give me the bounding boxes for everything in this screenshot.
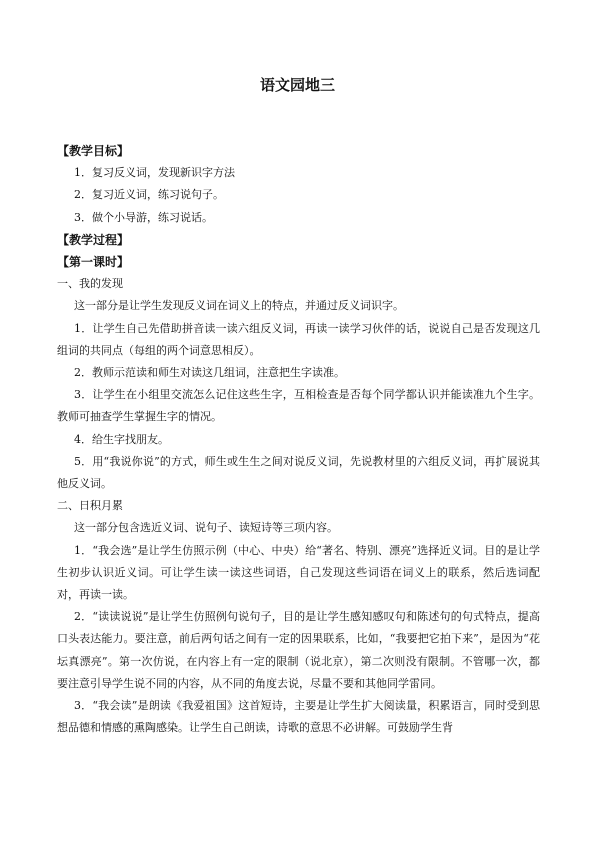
goals-heading: 【教学目标】 [57, 144, 130, 158]
process-heading: 【教学过程】 [57, 232, 130, 247]
section2-paragraph: 3．“我会读”是朗读《我爱祖国》这首短诗，主要是让学生扩大阅读量，积累语言，同时受到思想品德和情感的熏陶感染。让学生自己朗读，诗歌的意思不必讲解。可鼓励学生背 [57, 699, 540, 735]
section1-paragraph: 5．用“我说你说”的方式，师生或生生之间对说反义词，先说教材里的六组反义词，再扩展说其他反义词。 [57, 454, 540, 491]
goal-item: 1．复习反义词，发现新识字方法 [74, 166, 235, 180]
section1-paragraph: 这一部分是让学生发现反义词在词义上的特点，并通过反义词识字。 [74, 299, 404, 313]
section1-paragraph: 3．让学生在小组里交流怎么记住这些生字，互相检查是否每个同学都认识并能读准九个生字。教师可抽查学生掌握生字的情况。 [57, 388, 540, 424]
section2-paragraph: 1．“我会选”是让学生仿照示例（中心、中央）给“著名、特别、漂亮”选择近义词。目的是让学生初步认识近义词。可让学生读一读这些词语，自己发现这些词语在词义上的联系，然后选词配对，再读一读。 [57, 543, 540, 602]
section1-paragraph: 4．给生字找朋友。 [74, 432, 169, 446]
section2-paragraph: 这一部分包含选近义词、说句子、读短诗等三项内容。 [74, 521, 338, 535]
section2-paragraph: 2．“读读说说”是让学生仿照例句说句子，目的是让学生感知感叹句和陈述句的句式特点，提高口头表达能力。要注意，前后两句话之间有一定的因果联系，比如，“我要把它拍下来”，是因为“花坛真漂亮”。第一次仿说，在内容上有一定的限制（说北京），第二次则没有限制。不管哪一次，都要注意引导学生说不同的内容，从不同的角度去说，尽量不要和其他同学雷同。 [57, 610, 540, 690]
section2-heading: 二、日积月累 [57, 499, 123, 513]
goal-item: 2．复习近义词，练习说句子。 [74, 188, 224, 202]
page-title: 语文园地三 [259, 76, 335, 94]
goal-item: 3．做个小导游，练习说话。 [74, 210, 213, 224]
document-body [57, 140, 540, 739]
section1-paragraph: 2．教师示范读和师生对读这几组词，注意把生字读准。 [74, 366, 345, 380]
section1-heading: 一、我的发现 [57, 277, 123, 291]
lesson-heading: 【第一课时】 [57, 255, 130, 270]
section1-paragraph: 1．让学生自己先借助拼音读一读六组反义词，再读一读学习伙伴的话，说说自己是否发现这几组词的共同点（每组的两个词意思相反）。 [57, 321, 540, 357]
